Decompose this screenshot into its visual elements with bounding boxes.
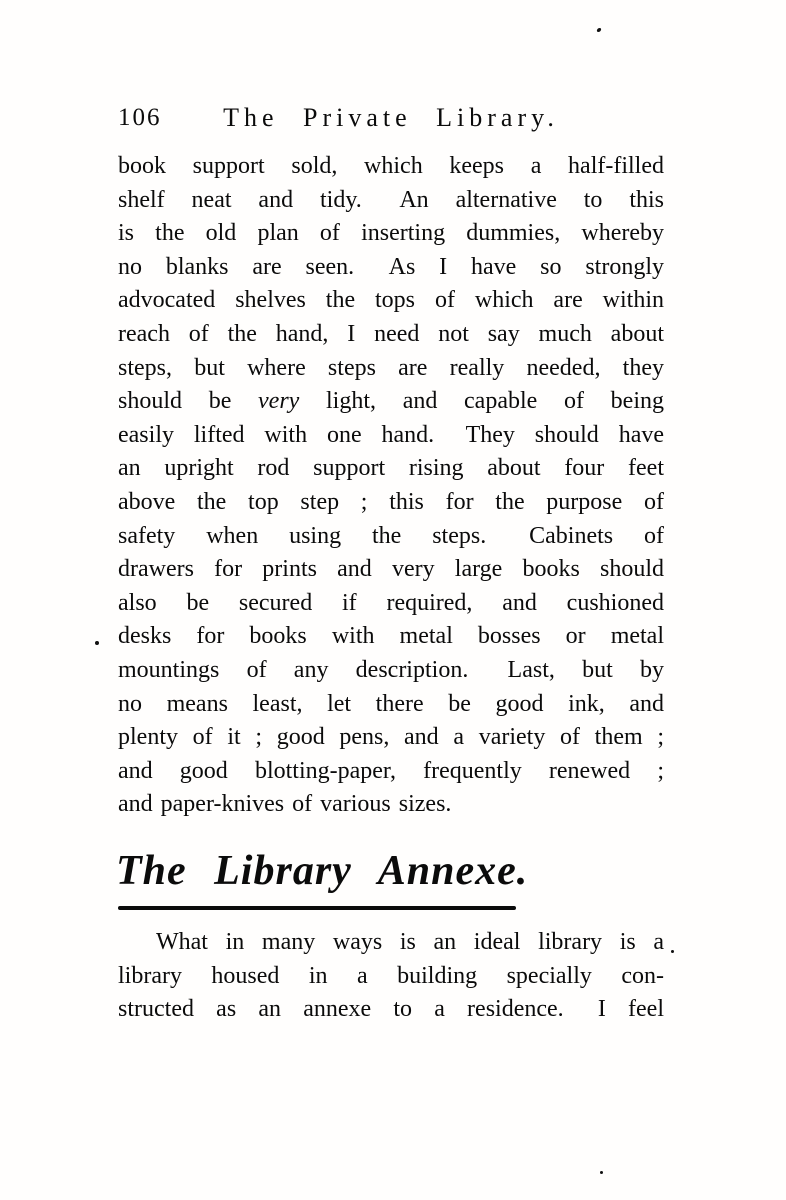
section-heading: The Library Annexe. [116, 848, 529, 894]
text-line: should be very light, and capable of being [118, 388, 664, 415]
paragraph-library-annexe [118, 926, 664, 1027]
scan-speck [596, 28, 601, 32]
text-line: book support sold, which keeps a half-filled [118, 153, 664, 179]
text-line: above the top step ; this for the purpose of [118, 488, 664, 515]
text-line: drawers for prints and very large books should [118, 556, 664, 583]
scan-speck [600, 1171, 603, 1174]
text-line: and good blotting-paper, frequently renewed ; [118, 757, 664, 784]
text-line: structed as an annexe to a residence. I feel [118, 996, 664, 1023]
text-line: is the old plan of inserting dummies, whereby [118, 220, 664, 247]
text-line: plenty of it ; good pens, and a variety of them ; [118, 724, 664, 751]
page-number: 106 [118, 104, 162, 131]
scan-speck [95, 641, 99, 645]
text-line: desks for books with metal bosses or metal [118, 623, 664, 650]
text-line: easily lifted with one hand. They should have [118, 421, 664, 448]
scan-speck [671, 950, 674, 953]
paragraph-book-furnishings [118, 150, 664, 822]
text-line: shelf neat and tidy. An alternative to this [118, 186, 664, 213]
heading-underline [118, 906, 516, 910]
text-line: library housed in a building specially con- [118, 962, 664, 989]
text-line: no blanks are seen. As I have so strongly [118, 253, 664, 280]
text-line: also be secured if required, and cushioned [118, 589, 664, 616]
text-line: safety when using the steps. Cabinets of [118, 522, 664, 549]
text-line: What in many ways is an ideal library is a [156, 929, 664, 955]
text-line: an upright rod support rising about four feet [118, 455, 664, 482]
text-line: advocated shelves the tops of which are within [118, 287, 664, 314]
text-line: no means least, let there be good ink, and [118, 690, 664, 717]
text-line: reach of the hand, I need not say much about [118, 320, 664, 347]
running-title: The Private Library. [223, 103, 559, 132]
page-header [118, 103, 664, 133]
text-line: mountings of any description. Last, but by [118, 656, 664, 683]
text-line: steps, but where steps are really needed, they [118, 354, 664, 381]
text-line: and paper-knives of various sizes. [118, 791, 452, 818]
